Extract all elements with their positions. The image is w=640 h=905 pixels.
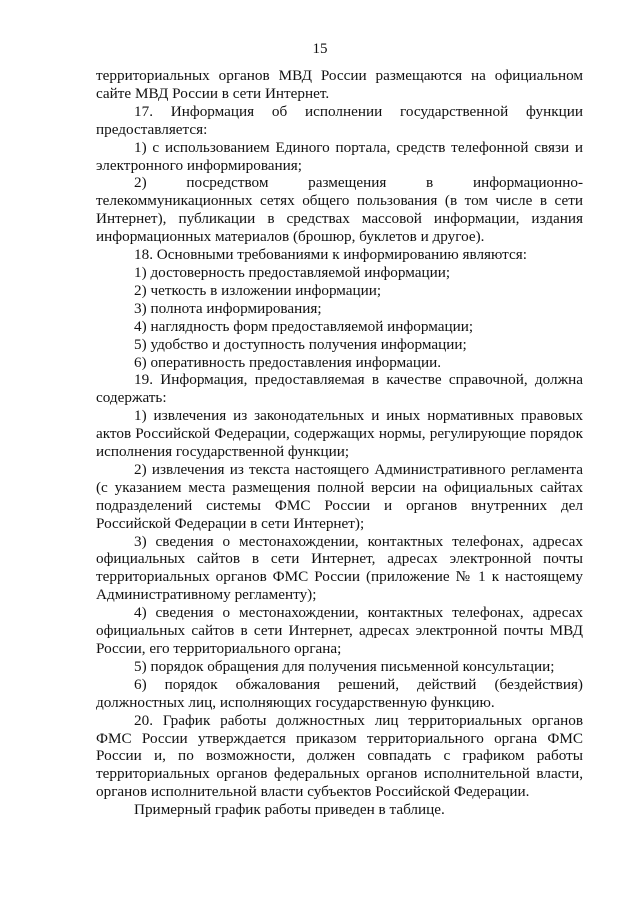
page-number: 15	[312, 41, 328, 57]
list-item: 2) четкость в изложении информации;	[134, 281, 382, 299]
paragraph-continuation: территориальных органов МВД России размещаются на официальном сайте МВД России в сети Интернет.	[96, 67, 583, 102]
list-item: 1) достоверность предоставляемой информации;	[134, 263, 451, 281]
list-item: 1) с использованием Единого портала, средств телефонной связи и электронного информирования;	[96, 138, 583, 174]
paragraph-17: 17. Информация об исполнении государственной функции предоставляется:	[96, 102, 583, 138]
list-item: 5) удобство и доступность получения информации;	[134, 335, 467, 353]
paragraph-19: 19. Информация, предоставляемая в качестве справочной, должна содержать:	[96, 371, 583, 407]
paragraph-20: 20. График работы должностных лиц территориальных органов ФМС России утверждается приказом территориального органа ФМС России и, по возможности, должен совпадать с графиком работы территориальных органов федеральных органов исполнительной власти, органов исполнительной власти субъектов Российской Федерации.	[96, 711, 583, 801]
list-item: 1) извлечения из законодательных и иных нормативных правовых актов Российской Федерации, содержащих нормы, регулирующие порядок исполнения государственной функции;	[96, 407, 583, 461]
list-item: 3) полнота информирования;	[134, 299, 322, 317]
list-item: 2) извлечения из текста настоящего Административного регламента (с указанием места размещения полной версии на официальных сайтах подразделений системы ФМС России и органов внутренних дел Российской Федерации в сети Интернет);	[96, 460, 583, 532]
list-item: 4) наглядность форм предоставляемой информации;	[134, 317, 474, 335]
list-item: 6) порядок обжалования решений, действий (бездействия) должностных лиц, исполняющих государственную функцию.	[96, 675, 583, 711]
list-item: 2) посредством размещения в информационно-телекоммуникационных сетях общего пользования (в том числе в сети Интернет), публикации в средствах массовой информации, издания информационных материалов (брошюр, буклетов и другое).	[96, 174, 583, 246]
paragraph-schedule-note: Примерный график работы приведен в таблице.	[134, 801, 445, 819]
list-item: 3) сведения о местонахождении, контактных телефонах, адресах официальных сайтов в сети Интернет, адресах электронной почты территориальных органов ФМС России (приложение № 1 к настоящему Административному регламенту);	[96, 532, 583, 604]
list-item: 4) сведения о местонахождении, контактных телефонах, адресах официальных сайтов в сети Интернет, адресах электронной почты МВД России, его территориального органа;	[96, 604, 583, 657]
list-item: 6) оперативность предоставления информации.	[134, 353, 442, 371]
paragraph-18: 18. Основными требованиями к информированию являются:	[134, 246, 527, 264]
list-item: 5) порядок обращения для получения письменной консультации;	[134, 657, 555, 675]
document-body	[96, 67, 583, 819]
